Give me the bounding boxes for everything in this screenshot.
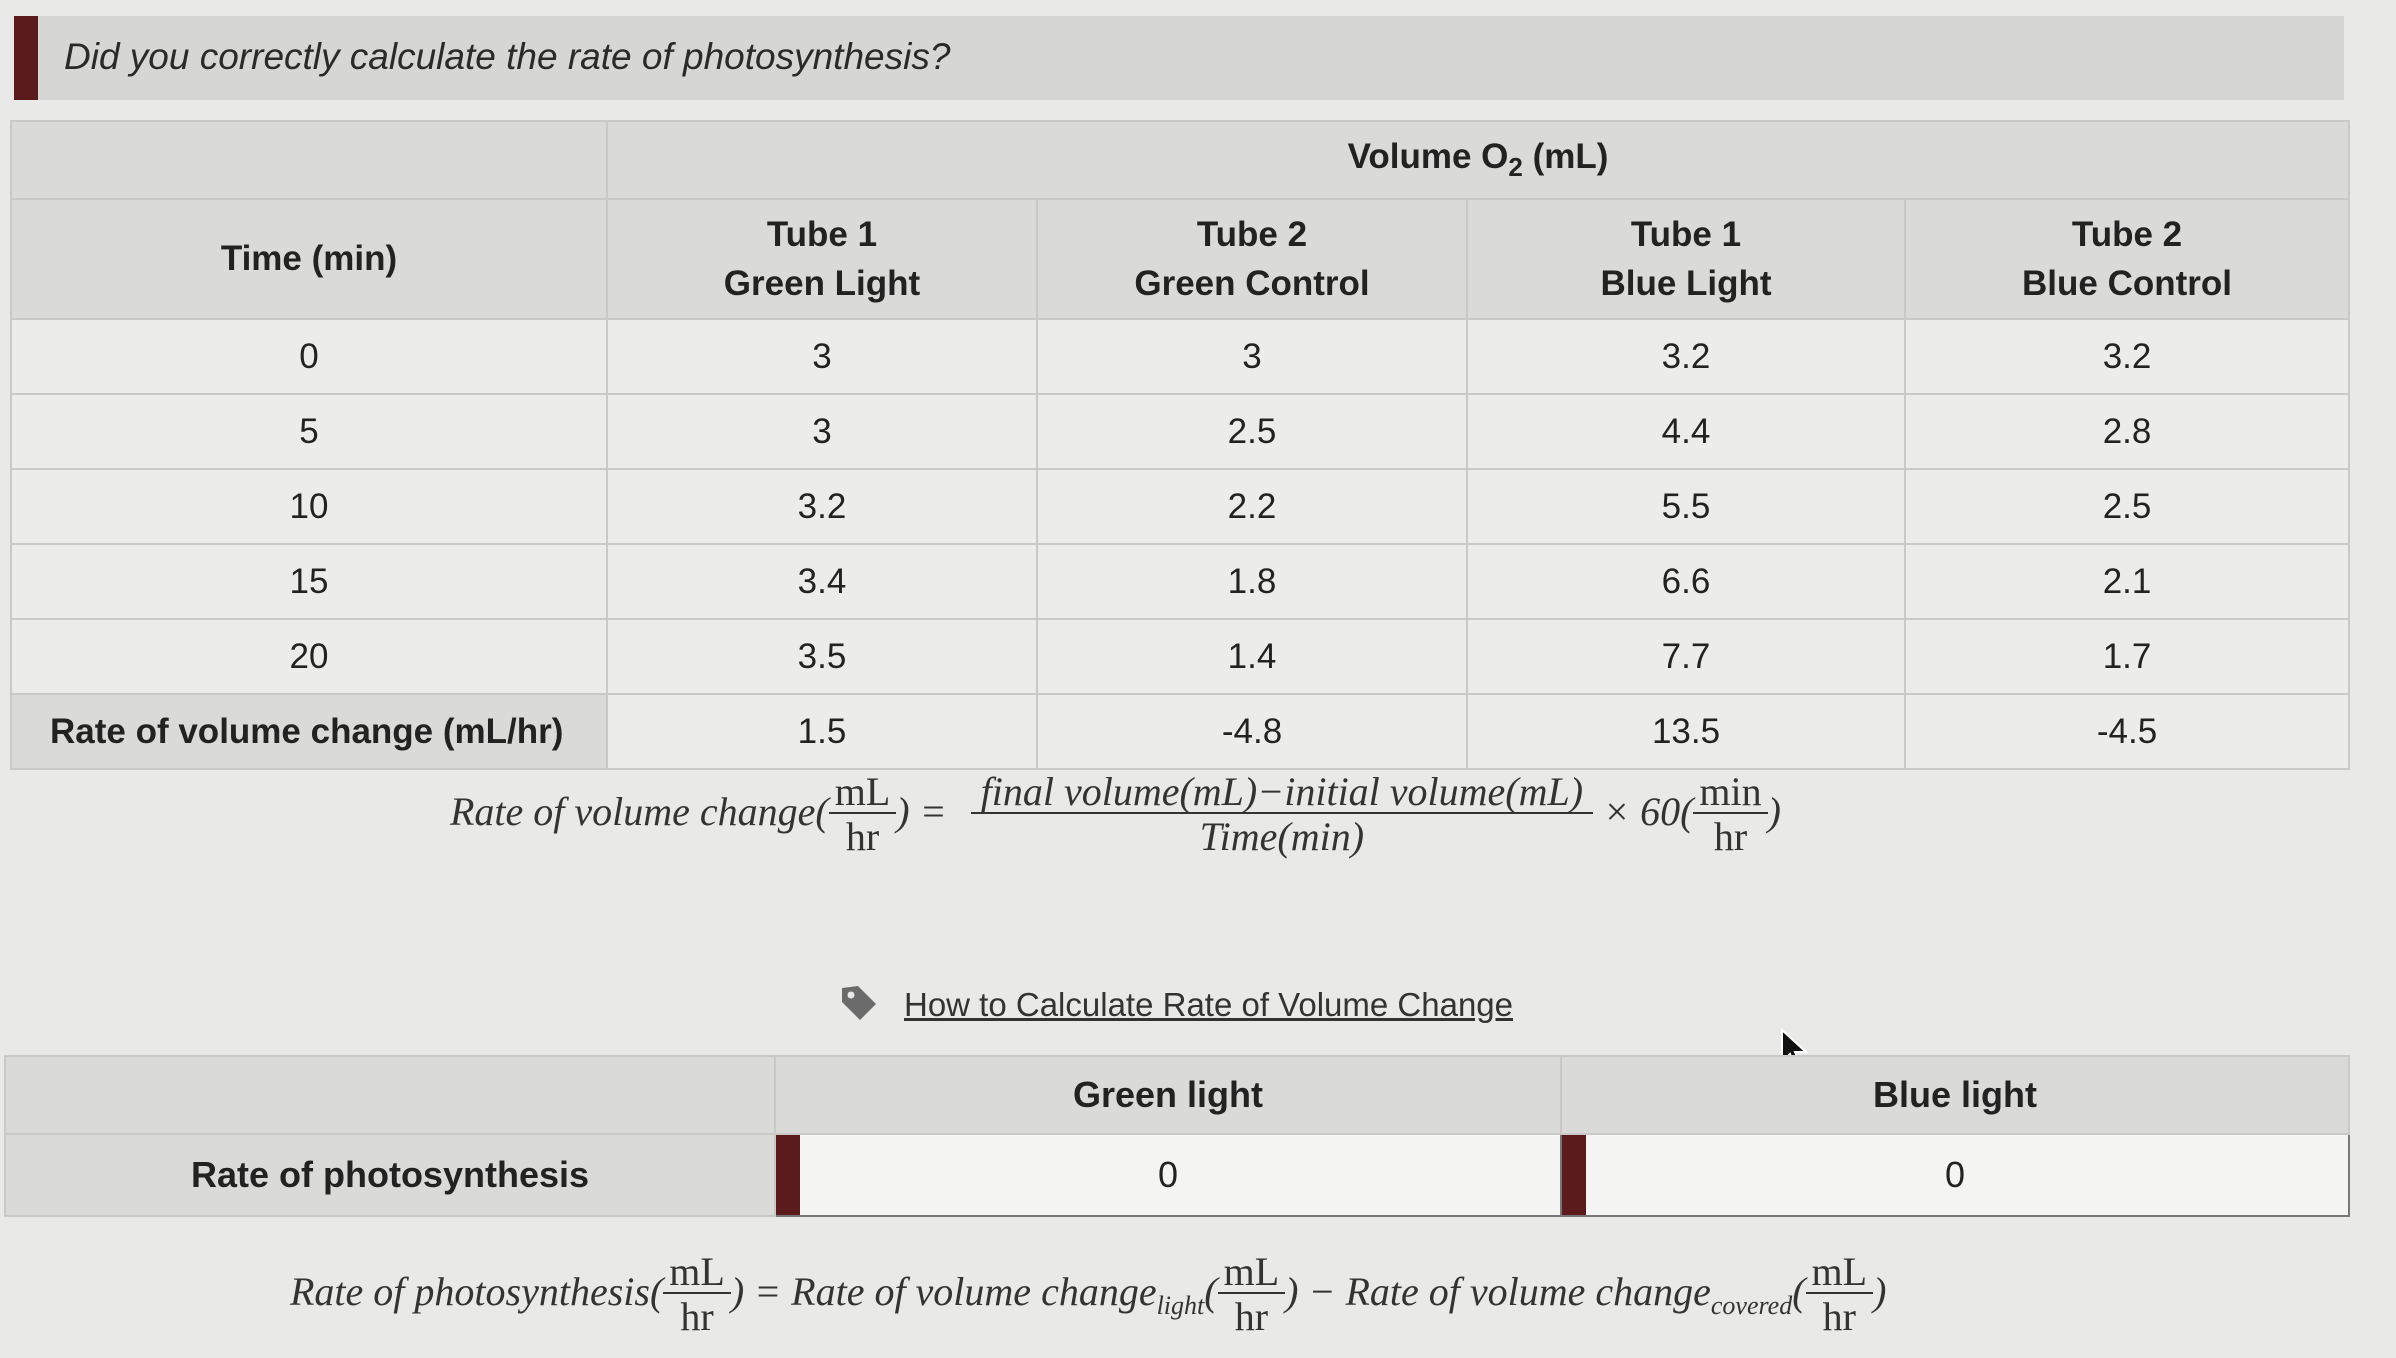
how-to-calculate-link[interactable]: How to Calculate Rate of Volume Change xyxy=(904,986,1514,1023)
volume-cell: 3 xyxy=(607,319,1037,394)
table-row xyxy=(11,544,2349,619)
time-cell: 5 xyxy=(11,394,607,469)
question-banner xyxy=(14,16,2344,100)
volume-cell: 2.5 xyxy=(1037,394,1467,469)
table-row xyxy=(11,394,2349,469)
input-accent-bar xyxy=(1562,1135,1586,1215)
empty-corner xyxy=(11,121,607,199)
volume-cell: 3 xyxy=(607,394,1037,469)
volume-group-header: Volume $O_2$ (mL) xyxy=(607,121,2349,199)
column-header-line1: Tube 2 xyxy=(2071,215,2183,254)
column-header-2 xyxy=(1467,199,1905,319)
volume-cell: 2.8 xyxy=(1905,394,2349,469)
volume-cell: 1.8 xyxy=(1037,544,1467,619)
photosynthesis-table xyxy=(4,1055,2350,1217)
time-cell: 0 xyxy=(11,319,607,394)
time-header: Time (min) xyxy=(11,199,607,319)
table-row xyxy=(11,319,2349,394)
column-header-3 xyxy=(1905,199,2349,319)
time-cell: 20 xyxy=(11,619,607,694)
tag-icon xyxy=(838,982,880,1024)
question-text: Did you correctly calculate the rate of photosynthesis? xyxy=(64,36,951,77)
blue-light-header: Blue light xyxy=(1561,1056,2349,1134)
column-header-line2: Green Control xyxy=(1134,264,1370,303)
time-cell: 10 xyxy=(11,469,607,544)
green-light-header: Green light xyxy=(775,1056,1561,1134)
column-header-line2: Blue Control xyxy=(2022,264,2232,303)
volume-cell: 6.6 xyxy=(1467,544,1905,619)
volume-cell: 3 xyxy=(1037,319,1467,394)
rate-row-label: Rate of volume change (mL/hr) xyxy=(11,694,607,769)
banner-accent-bar xyxy=(14,16,38,100)
column-header-0 xyxy=(607,199,1037,319)
rate-cell: 1.5 xyxy=(607,694,1037,769)
table-row xyxy=(11,619,2349,694)
rate-row xyxy=(11,694,2349,769)
volume-cell: 3.5 xyxy=(607,619,1037,694)
column-header-1 xyxy=(1037,199,1467,319)
column-header-line1: Tube 1 xyxy=(766,215,878,254)
blue-light-rate-input[interactable]: 0 xyxy=(1561,1134,2349,1216)
column-header-line2: Green Light xyxy=(723,264,921,303)
column-header-line2: Blue Light xyxy=(1600,264,1772,303)
time-cell: 15 xyxy=(11,544,607,619)
volume-cell: 7.7 xyxy=(1467,619,1905,694)
volume-cell: 1.4 xyxy=(1037,619,1467,694)
volume-cell: 2.2 xyxy=(1037,469,1467,544)
table-row xyxy=(11,469,2349,544)
volume-cell: 5.5 xyxy=(1467,469,1905,544)
volume-cell: 1.7 xyxy=(1905,619,2349,694)
column-header-line1: Tube 2 xyxy=(1196,215,1308,254)
rate-cell: -4.8 xyxy=(1037,694,1467,769)
volume-cell: 3.2 xyxy=(607,469,1037,544)
green-light-rate-input[interactable]: 0 xyxy=(775,1134,1561,1216)
input-accent-bar xyxy=(776,1135,800,1215)
photo-empty-corner xyxy=(5,1056,775,1134)
column-header-line1: Tube 1 xyxy=(1630,215,1742,254)
volume-cell: 2.5 xyxy=(1905,469,2349,544)
volume-cell: 3.2 xyxy=(1467,319,1905,394)
volume-cell: 2.1 xyxy=(1905,544,2349,619)
volume-data-table xyxy=(10,120,2350,770)
photosynthesis-formula: Rate of photosynthesis( $\frac{mL}{hr}$ ) = Rate of volume change$_{light}$( $\frac{mL}{hr}$ ) − Rate of volume change$_{covered}$( $\frac{mL}{hr}$ ) xyxy=(290,1249,1887,1339)
volume-cell: 3.4 xyxy=(607,544,1037,619)
rate-cell: 13.5 xyxy=(1467,694,1905,769)
volume-change-formula: Rate of volume change( $\frac{mL}{hr}$ ) = $\frac{\text{final volume(mL)−initial volume(mL)}}{\text{Time(min)}}$ × 60( $\frac{\min}{hr}$ ) xyxy=(450,769,1781,859)
rate-cell: -4.5 xyxy=(1905,694,2349,769)
photosynthesis-row-label: Rate of photosynthesis xyxy=(5,1134,775,1216)
volume-cell: 4.4 xyxy=(1467,394,1905,469)
volume-cell: 3.2 xyxy=(1905,319,2349,394)
